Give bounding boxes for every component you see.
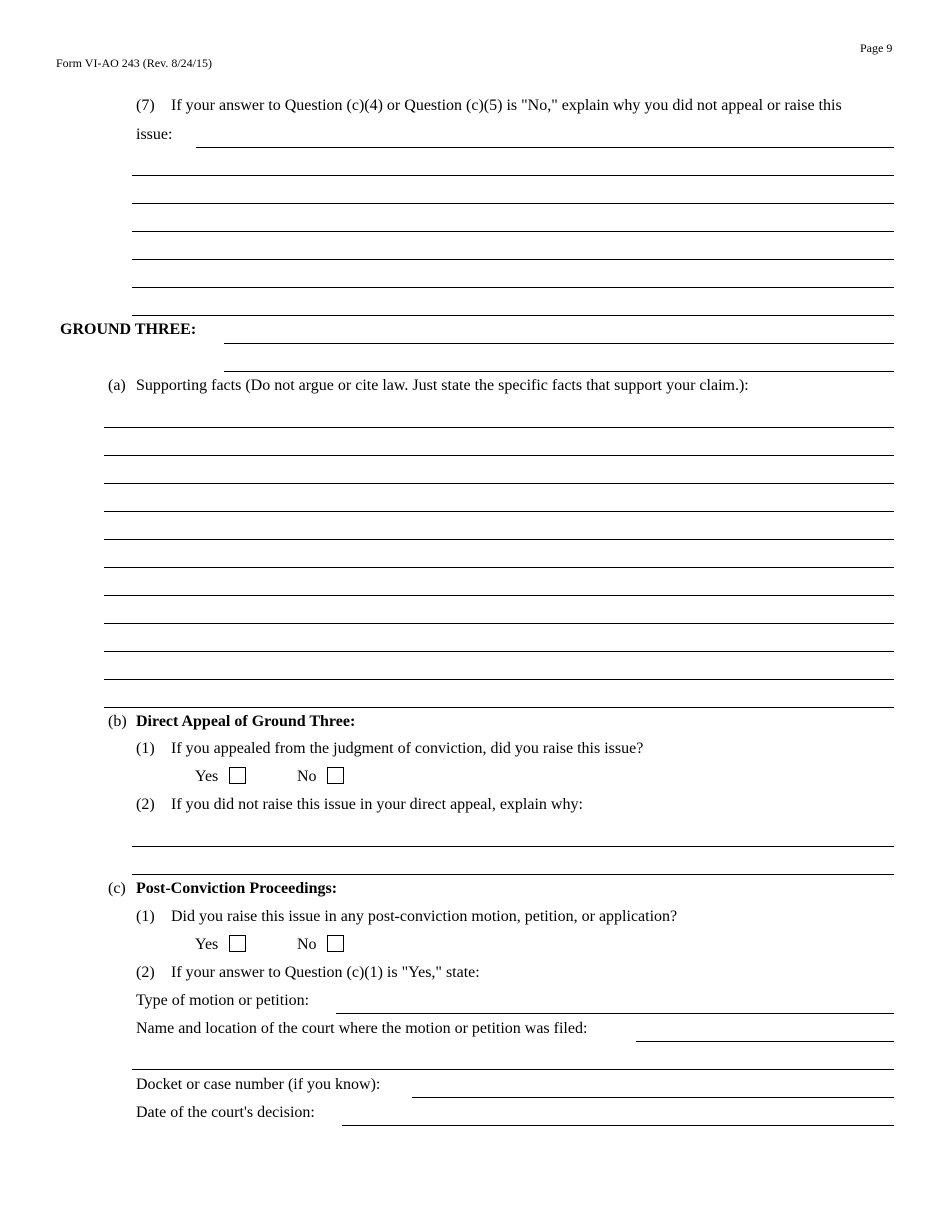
c1-question: Did you raise this issue in any post-conviction motion, petition, or application? [171, 908, 678, 925]
direct-appeal-title: Direct Appeal of Ground Three: [136, 713, 356, 730]
b1-number: (1) [136, 740, 155, 757]
q7-continuation: issue: [136, 126, 173, 143]
section-c-letter: (c) [108, 880, 126, 897]
court-decision-date-label: Date of the court's decision: [136, 1104, 315, 1121]
type-of-motion-label: Type of motion or petition: [136, 992, 310, 1009]
page-number: Page 9 [860, 41, 893, 55]
ground-three-title: GROUND THREE: [60, 321, 197, 338]
b1-yes-checkbox[interactable] [229, 767, 246, 784]
c2-question: If your answer to Question (c)(1) is "Yes," state: [171, 964, 480, 981]
q7-answer-line[interactable] [132, 315, 894, 316]
docket-number-label: Docket or case number (if you know): [136, 1076, 381, 1093]
b1-question: If you appealed from the judgment of conviction, did you raise this issue? [171, 740, 644, 757]
supporting-facts-line[interactable] [104, 455, 894, 456]
b1-no-checkbox[interactable] [327, 767, 344, 784]
supporting-facts-line[interactable] [104, 567, 894, 568]
c1-yes-label: Yes [195, 936, 219, 953]
q7-number: (7) [136, 97, 155, 114]
court-name-location-line[interactable] [132, 1069, 894, 1070]
b2-question: If you did not raise this issue in your direct appeal, explain why: [171, 796, 583, 813]
q7-text: If your answer to Question (c)(4) or Question (c)(5) is "No," explain why you did not appeal or raise this [171, 97, 842, 114]
c1-no-checkbox[interactable] [327, 935, 344, 952]
c1-no-label: No [297, 936, 317, 953]
docket-number-line[interactable] [412, 1097, 894, 1098]
supporting-facts-line[interactable] [104, 651, 894, 652]
b2-answer-line[interactable] [132, 846, 894, 847]
c1-yes-checkbox[interactable] [229, 935, 246, 952]
q7-answer-line[interactable] [132, 175, 894, 176]
q7-answer-line[interactable] [132, 203, 894, 204]
ground-three-line[interactable] [224, 343, 894, 344]
b2-answer-line[interactable] [132, 874, 894, 875]
supporting-facts-line[interactable] [104, 511, 894, 512]
q7-answer-line[interactable] [132, 231, 894, 232]
b1-no-label: No [297, 768, 317, 785]
court-name-location-line[interactable] [636, 1041, 894, 1042]
c2-number: (2) [136, 964, 155, 981]
ground-three-line[interactable] [224, 371, 894, 372]
q7-answer-line[interactable] [196, 147, 894, 148]
supporting-facts-line[interactable] [104, 623, 894, 624]
b1-yes-label: Yes [195, 768, 219, 785]
supporting-facts-label: Supporting facts (Do not argue or cite law. Just state the specific facts that support your claim.): [136, 377, 749, 394]
type-of-motion-line[interactable] [336, 1013, 894, 1014]
form-id: Form VI-AO 243 (Rev. 8/24/15) [56, 56, 212, 70]
b2-number: (2) [136, 796, 155, 813]
supporting-facts-line[interactable] [104, 679, 894, 680]
q7-answer-line[interactable] [132, 287, 894, 288]
supporting-facts-line[interactable] [104, 427, 894, 428]
supporting-facts-line[interactable] [104, 539, 894, 540]
supporting-facts-line[interactable] [104, 707, 894, 708]
court-decision-date-line[interactable] [342, 1125, 894, 1126]
section-b-letter: (b) [108, 713, 127, 730]
supporting-facts-line[interactable] [104, 483, 894, 484]
supporting-facts-line[interactable] [104, 595, 894, 596]
post-conviction-title: Post-Conviction Proceedings: [136, 880, 338, 897]
section-a-letter: (a) [108, 377, 126, 394]
q7-answer-line[interactable] [132, 259, 894, 260]
c1-number: (1) [136, 908, 155, 925]
court-name-location-label: Name and location of the court where the motion or petition was filed: [136, 1020, 588, 1037]
